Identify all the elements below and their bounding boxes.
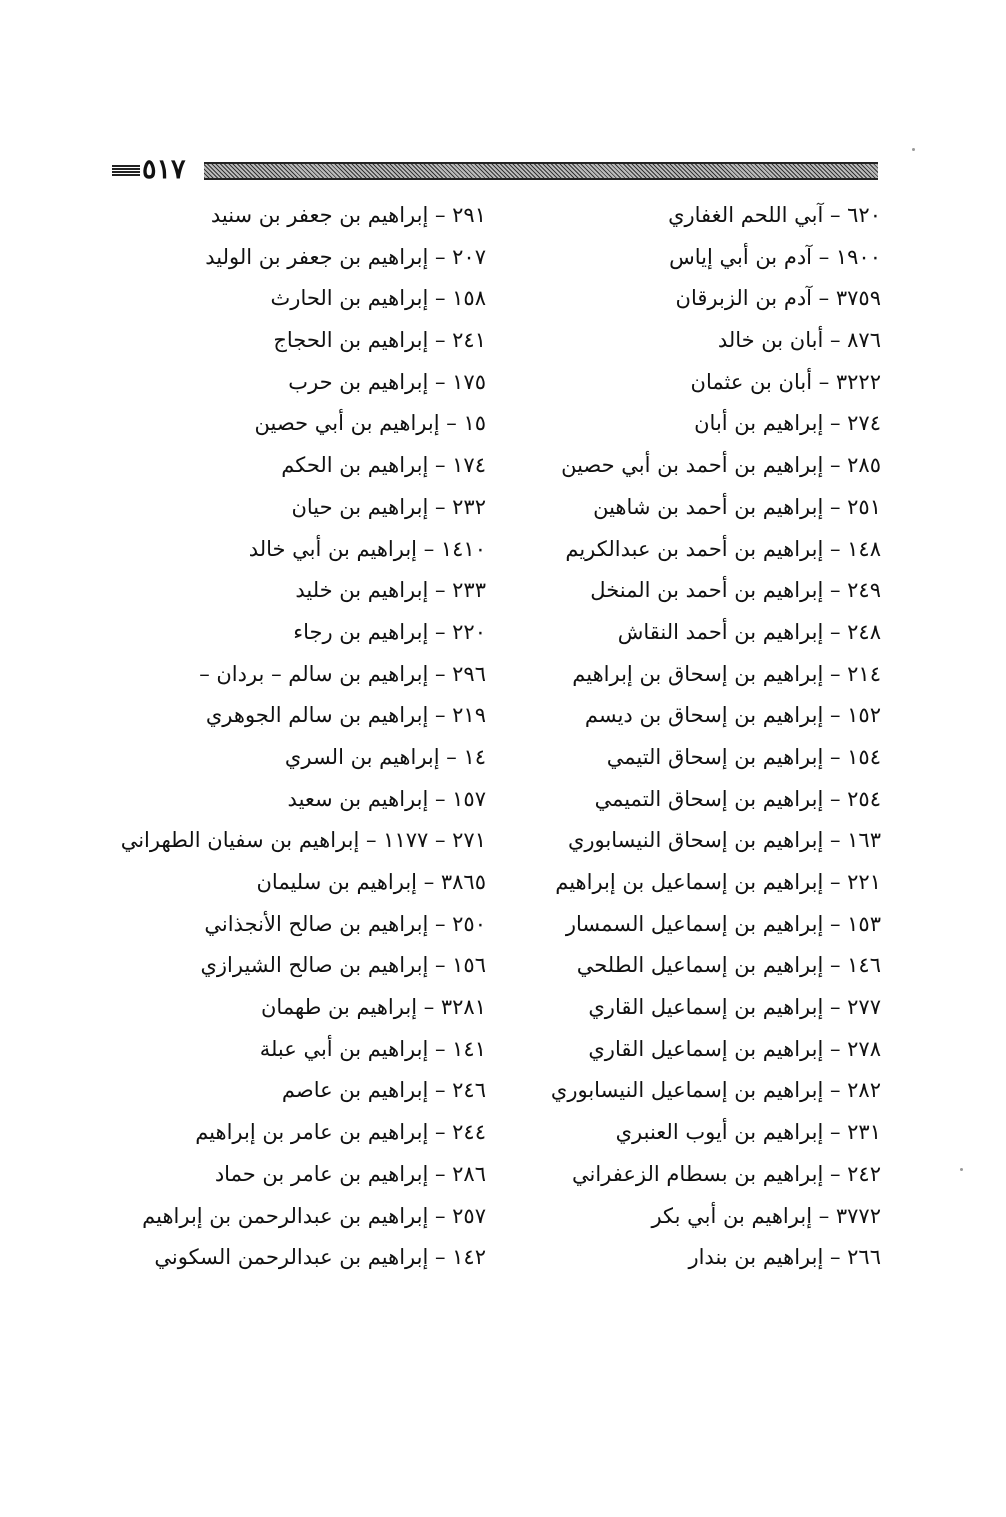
index-entry: ١٦٣ – إبراهيم بن إسحاق النيسابوري — [567, 828, 881, 853]
index-column-left — [106, 200, 486, 1284]
index-entry: ١٤٦ – إبراهيم بن إسماعيل الطلحي — [576, 953, 881, 978]
index-column-right — [451, 200, 881, 1284]
index-entry: ٢٥٧ – إبراهيم بن عبدالرحمن بن إبراهيم — [142, 1203, 486, 1228]
index-entry: ١٧٥ – إبراهيم بن حرب — [288, 369, 486, 394]
index-entry: ٢٠٧ – إبراهيم بن جعفر بن الوليد — [205, 244, 486, 269]
index-entry: ٢٨٥ – إبراهيم بن أحمد بن أبي حصين — [561, 453, 881, 478]
index-entry: ١٤١٠ – إبراهيم بن أبي خالد — [248, 536, 486, 561]
index-entry: ١٩٠٠ – آدم بن أبي إياس — [669, 244, 881, 269]
index-entry: ٢٨٢ – إبراهيم بن إسماعيل النيسابوري — [550, 1078, 881, 1103]
index-entry: ٢٩١ – إبراهيم بن جعفر بن سنيد — [210, 203, 486, 227]
index-entry: ٢٨٦ – إبراهيم بن عامر بن حماد — [214, 1161, 486, 1186]
index-entry: ٢٣١ – إبراهيم بن أيوب العنبري — [615, 1120, 881, 1145]
index-entry: ١٥٣ – إبراهيم بن إسماعيل السمسار — [565, 911, 881, 936]
index-entry: ٢٥٤ – إبراهيم بن إسحاق التميمي — [594, 786, 881, 811]
index-entry: ٣٧٥٩ – آدم بن الزبرقان — [675, 286, 881, 311]
index-entry: ٢٧٤ – إبراهيم بن أبان — [694, 411, 881, 436]
index-entry: ٢٩٦ – إبراهيم بن سالم – بردان – — [199, 661, 486, 686]
index-entry: ٢٢١ – إبراهيم بن إسماعيل بن إبراهيم — [555, 870, 881, 894]
index-entry: ٢٦٦ – إبراهيم بن بندار — [688, 1245, 881, 1270]
index-entry: ١٥٧ – إبراهيم بن سعيد — [287, 786, 486, 811]
scan-speck — [912, 148, 915, 151]
index-entry: ٢٧٧ – إبراهيم بن إسماعيل القاري — [588, 995, 881, 1020]
index-entry: ١٥٨ – إبراهيم بن الحارث — [270, 286, 486, 311]
index-entry: ١٧٤ – إبراهيم بن الحكم — [281, 453, 486, 478]
index-entry: ٢٥٠ – إبراهيم بن صالح الأنجذاني — [204, 911, 486, 936]
index-entry: ٢٧١ – ١١٧٧ – إبراهيم بن سفيان الطهراني — [120, 828, 486, 853]
index-entry: ١٥٦ – إبراهيم بن صالح الشيرازي — [200, 953, 486, 978]
index-entry: ١٥ – إبراهيم بن أبي حصين — [254, 411, 486, 436]
scan-speck — [960, 1168, 963, 1171]
index-entry: ١٥٤ – إبراهيم بن إسحاق التيمي — [606, 744, 881, 769]
index-entry: ٢٣٢ – إبراهيم بن حيان — [291, 494, 486, 519]
index-entry: ٢٤٤ – إبراهيم بن عامر بن إبراهيم — [195, 1120, 486, 1145]
index-entry: ٢١٤ – إبراهيم بن إسحاق بن إبراهيم — [572, 661, 881, 686]
header-ornament — [112, 164, 140, 176]
index-entry: ٣٢٨١ – إبراهيم بن طهمان — [261, 995, 486, 1020]
index-entry: ١٥٢ – إبراهيم بن إسحاق بن ديسم — [584, 703, 881, 728]
index-entry: ٦٢٠ – آبي اللحم الغفاري — [668, 203, 881, 227]
header-rule — [204, 162, 878, 180]
page-header — [112, 155, 878, 185]
index-entry: ٨٧٦ – أبان بن خالد — [717, 328, 881, 353]
page-number: ٥١٧ — [142, 154, 186, 185]
index-entry: ٣٧٧٢ – إبراهيم بن أبي بكر — [651, 1203, 881, 1228]
index-entry: ٢٤٦ – إبراهيم بن عاصم — [281, 1078, 486, 1103]
index-entry: ٢٣٣ – إبراهيم بن خليد — [295, 578, 486, 603]
index-entry: ١٤٢ – إبراهيم بن عبدالرحمن السكوني — [154, 1245, 486, 1270]
index-entry: ٣٢٢٢ – أبان بن عثمان — [690, 369, 881, 394]
index-entry: ٢٤٩ – إبراهيم بن أحمد بن المنخل — [590, 578, 881, 603]
index-entry: ٢٤٨ – إبراهيم بن أحمد النقاش — [617, 619, 881, 644]
index-entry: ١٤١ – إبراهيم بن أبي عبلة — [259, 1036, 486, 1061]
index-entry: ٣٨٦٥ – إبراهيم بن سليمان — [256, 870, 486, 894]
index-entry: ٢٢٠ – إبراهيم بن رجاء — [293, 619, 486, 644]
index-entry: ١٤ – إبراهيم بن السري — [284, 744, 486, 769]
index-entry: ٢٥١ – إبراهيم بن أحمد بن شاهين — [593, 494, 881, 519]
index-entry: ٢٤١ – إبراهيم بن الحجاج — [273, 328, 486, 353]
index-entry: ٢٤٢ – إبراهيم بن بسطام الزعفراني — [572, 1161, 881, 1186]
index-entry: ١٤٨ – إبراهيم بن أحمد بن عبدالكريم — [565, 536, 881, 561]
index-entry: ٢١٩ – إبراهيم بن سالم الجوهري — [205, 703, 486, 728]
index-entry: ٢٧٨ – إبراهيم بن إسماعيل القاري — [588, 1036, 881, 1061]
